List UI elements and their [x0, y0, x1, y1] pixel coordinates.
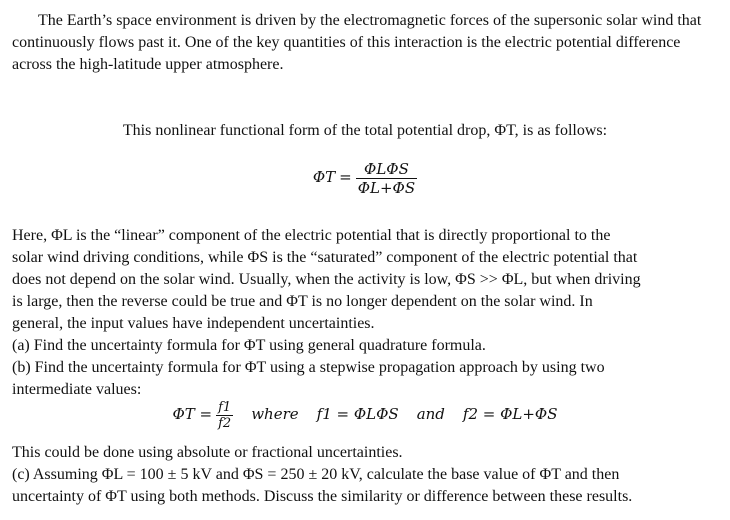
- question-a: (a) Find the uncertainty formula for ΦT using general quadrature formula.: [12, 337, 486, 354]
- body-line: general, the input values have independent uncertainties.: [12, 315, 375, 332]
- question-c: (c) Assuming ΦL = 100 ± 5 kV and ΦS = 250 ± 20 kV, calculate the base value of ΦT and then: [12, 466, 620, 483]
- closing-paragraph: [12, 442, 718, 508]
- question-b-cont: intermediate values:: [12, 381, 142, 398]
- body-line: does not depend on the solar wind. Usually, when the activity is low, ΦS >> ΦL, but when driving: [12, 271, 641, 288]
- closing-line: This could be done using absolute or fractional uncertainties.: [12, 444, 403, 461]
- body-line: solar wind driving conditions, while ΦS is the “saturated” component of the electric potential that: [12, 249, 638, 266]
- question-c-cont: uncertainty of ΦT using both methods. Discuss the similarity or difference between these results.: [12, 488, 633, 505]
- body-line: is large, then the reverse could be true and ΦT is no longer dependent on the solar wind. In: [12, 293, 593, 310]
- equation-total-potential: [0, 160, 730, 197]
- intro-paragraph: The Earth’s space environment is driven by the electromagnetic forces of the supersonic solar wind that continuously flows past it. One of the key quantities of this interaction is the electric potential difference across the high-latitude upper atmosphere.: [12, 12, 702, 73]
- eq2-f2-definition: f2 = ΦL+ΦS: [462, 405, 558, 424]
- eq1-denominator: ΦL+ΦS: [357, 179, 416, 197]
- eq2-where: where: [251, 405, 299, 424]
- eq1-fraction: [356, 160, 417, 197]
- equation-stepwise: [0, 400, 730, 431]
- body-paragraph: [12, 225, 718, 401]
- eq2-f1-definition: f1 = ΦLΦS: [316, 405, 399, 424]
- eq2-denominator: f2: [218, 416, 232, 431]
- eq2-fraction: [216, 400, 233, 431]
- lead-sentence: This nonlinear functional form of the total potential drop, ΦT, is as follows:: [122, 122, 608, 139]
- eq2-lhs: ΦT =: [172, 405, 213, 424]
- eq1-numerator: ΦLΦS: [364, 160, 409, 178]
- eq2-and: and: [416, 405, 445, 424]
- body-line: Here, ΦL is the “linear” component of the electric potential that is directly proportional to the: [12, 227, 611, 244]
- eq1-equals: =: [339, 168, 352, 187]
- eq1-lhs: ΦT: [312, 168, 336, 187]
- eq2-numerator: f1: [218, 400, 232, 415]
- question-b: (b) Find the uncertainty formula for ΦT using a stepwise propagation approach by using two: [12, 359, 605, 376]
